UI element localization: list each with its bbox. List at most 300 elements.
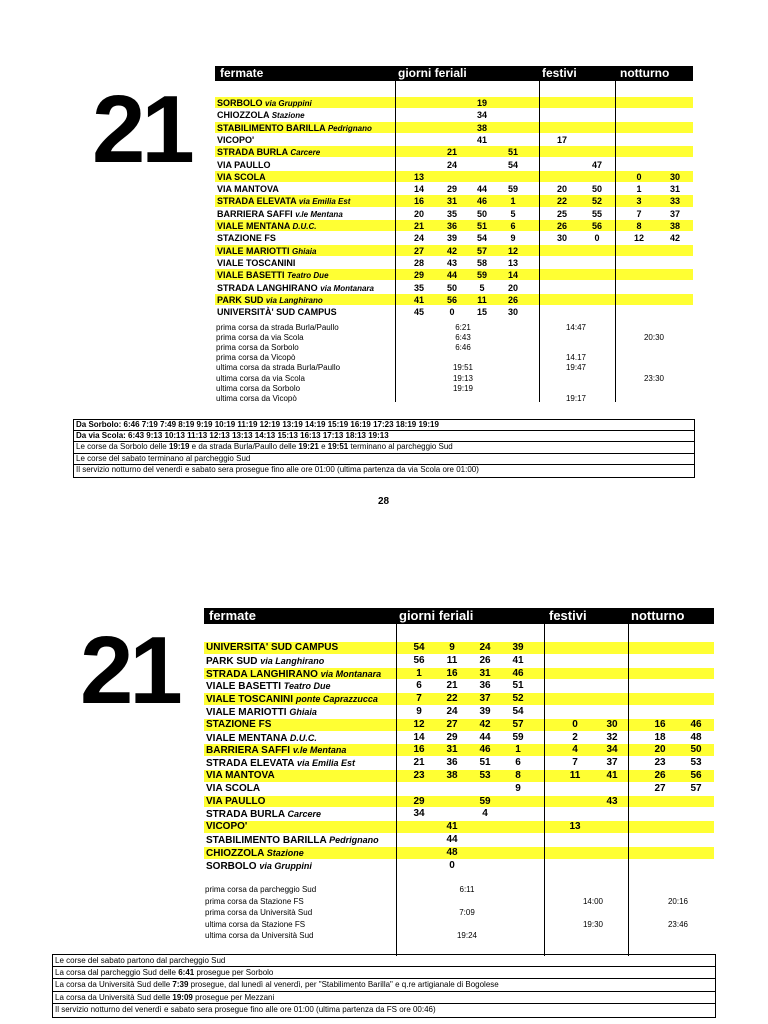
- time-cell: 11: [477, 294, 487, 305]
- time-cell: 59: [507, 184, 518, 195]
- time-cell: 34: [606, 744, 618, 756]
- time-cell: 6: [510, 221, 516, 231]
- time-cell: 42: [669, 233, 680, 244]
- time-cell: 34: [476, 110, 487, 121]
- line-number-bottom: 21: [80, 617, 179, 724]
- note-time: 19:47: [565, 363, 587, 373]
- time-cell: 42: [479, 718, 491, 730]
- stop-subtitle: v.le Mentana: [295, 209, 343, 219]
- stop-name-label: STRADA BURLA: [206, 809, 285, 821]
- time-cell: 54: [507, 159, 518, 170]
- stop-name: [206, 706, 317, 720]
- stop-name: [217, 171, 266, 183]
- time-cell: 1: [636, 184, 642, 195]
- time-cell: 56: [690, 770, 702, 781]
- time-cell: 27: [446, 718, 458, 730]
- row-highlight: [545, 642, 628, 654]
- time-cell: 51: [512, 680, 524, 692]
- row-highlight: [396, 122, 539, 133]
- row-highlight: [540, 245, 615, 256]
- line-number-top: 21: [92, 76, 191, 183]
- time-cell: 13: [507, 257, 518, 268]
- table-row: [215, 134, 693, 146]
- table-row: [215, 159, 693, 171]
- time-cell: 59: [479, 795, 491, 807]
- table-row: [204, 680, 714, 693]
- stop-name-label: VIALE BASETTI: [206, 681, 282, 693]
- row-highlight: [629, 821, 714, 833]
- stop-subtitle: via Gruppini: [259, 860, 312, 871]
- time-cell: 52: [512, 693, 524, 705]
- time-cell: 31: [446, 744, 458, 756]
- info-line: Da via Scola: 6:43 9:13 10:13 11:13 12:13 13:13 14:13 15:13 16:13 17:13 18:13 19:13: [74, 431, 694, 442]
- stop-subtitle: Carcere: [290, 148, 321, 158]
- time-cell: 57: [512, 718, 524, 730]
- time-cell: 45: [413, 307, 424, 318]
- stop-name-label: STRADA BURLA: [217, 147, 288, 158]
- stop-name-label: PARK SUD: [206, 655, 258, 667]
- table-row: [215, 294, 693, 306]
- time-cell: 56: [446, 294, 457, 305]
- stop-name: [217, 109, 305, 122]
- info-line: Le corse del sabato terminano al parcheggio Sud: [74, 454, 694, 465]
- time-cell: 16: [413, 196, 424, 207]
- time-cell: 36: [479, 680, 491, 692]
- time-cell: 8: [636, 221, 642, 231]
- header-weekday: giorni feriali: [398, 66, 467, 80]
- stop-name: [206, 796, 265, 809]
- time-cell: 54: [413, 642, 425, 653]
- time-cell: 4: [572, 744, 578, 756]
- time-cell: 1: [416, 667, 422, 679]
- stop-name-label: UNIVERSITÀ' SUD CAMPUS: [217, 307, 337, 318]
- stop-name: [217, 257, 295, 269]
- row-highlight: [545, 847, 628, 859]
- row-highlight: [396, 97, 539, 108]
- time-cell: 47: [591, 159, 602, 170]
- stop-subtitle: Ghiaia: [292, 246, 317, 256]
- stop-name-label: VIALE BASETTI: [217, 270, 285, 281]
- table-row: [215, 146, 693, 158]
- time-cell: 46: [476, 196, 487, 207]
- stop-subtitle: v.le Mentana: [292, 745, 347, 756]
- stop-name-label: VIALE TOSCANINI: [206, 694, 294, 706]
- time-cell: 12: [507, 245, 518, 256]
- stop-name: [217, 245, 316, 258]
- stop-name-label: SORBOLO: [217, 98, 263, 108]
- time-cell: 7: [636, 208, 642, 219]
- page-number: 28: [378, 496, 390, 507]
- time-cell: 19: [476, 98, 487, 108]
- time-cell: 7: [572, 757, 578, 769]
- time-cell: 21: [413, 221, 424, 231]
- note-label: ultima corsa da Sorbolo: [216, 383, 301, 393]
- time-cell: 44: [476, 184, 487, 195]
- stop-name-label: VIALE MENTANA: [217, 221, 290, 231]
- table-row: [204, 757, 714, 770]
- table-row: [204, 834, 714, 847]
- time-cell: 48: [690, 731, 702, 743]
- stop-name: [206, 834, 379, 848]
- time-cell: 38: [446, 770, 458, 781]
- time-cell: 24: [413, 233, 424, 244]
- time-cell: 39: [512, 642, 524, 653]
- stop-name-label: VIA SCOLA: [206, 782, 261, 794]
- stop-subtitle: Pedrignano: [329, 835, 379, 845]
- time-cell: 14: [413, 184, 424, 195]
- info-line: Il servizio notturno del venerdì e sabato sera prosegue fino alle ore 01:00 (ultima partenza da via Scola ore 01:00): [76, 464, 479, 474]
- time-cell: 46: [512, 667, 524, 679]
- table-row: [215, 109, 693, 121]
- row-highlight: [616, 146, 693, 157]
- time-cell: 17: [556, 134, 567, 145]
- time-cell: 59: [512, 731, 524, 743]
- note-time: 19:17: [565, 393, 587, 403]
- stop-name-label: STRADA LANGHIRANO: [217, 282, 318, 293]
- time-cell: 11: [446, 654, 458, 666]
- time-cell: 9: [510, 233, 516, 244]
- stop-name: [217, 183, 279, 195]
- row-highlight: [629, 847, 714, 859]
- time-cell: 5: [479, 282, 485, 293]
- stop-name: [206, 744, 346, 758]
- time-cell: 43: [446, 257, 457, 268]
- time-cell: 12: [413, 718, 425, 730]
- stop-name: [206, 821, 247, 834]
- stop-name-label: PARK SUD: [217, 294, 264, 305]
- stop-name: [206, 642, 338, 655]
- table-row: [215, 183, 693, 195]
- stop-name: [217, 306, 337, 318]
- time-cell: 9: [449, 642, 455, 653]
- info-line: Da Sorbolo: 6:46 7:19 7:49 8:19 9:19 10:19 11:19 12:19 13:19 14:19 15:19 16:19 17:23 18:19 19:19: [74, 420, 694, 431]
- time-cell: 8: [515, 770, 521, 781]
- table-row: [204, 847, 714, 860]
- stop-name-label: CHIOZZOLA: [217, 110, 270, 121]
- table-row: [204, 668, 714, 681]
- time-cell: 46: [690, 718, 702, 730]
- stop-name: [206, 655, 324, 669]
- time-cell: 31: [479, 667, 491, 679]
- table-row: [204, 732, 714, 745]
- time-cell: 6: [416, 680, 422, 692]
- time-cell: 0: [449, 859, 455, 871]
- table-row: [215, 257, 693, 269]
- table-row: [204, 808, 714, 821]
- time-cell: 50: [446, 282, 457, 293]
- row-highlight: [397, 821, 544, 833]
- time-cell: 29: [446, 184, 457, 195]
- row-highlight: [545, 693, 628, 705]
- time-cell: 26: [654, 770, 666, 781]
- time-cell: 57: [476, 245, 487, 256]
- stop-name: [206, 757, 355, 771]
- note-label: ultima corsa da strada Burla/Paullo: [216, 363, 341, 373]
- time-cell: 38: [476, 122, 487, 133]
- table-row: [215, 97, 693, 109]
- stop-name-label: BARRIERA SAFFI: [206, 745, 291, 757]
- row-highlight: [540, 97, 615, 108]
- time-cell: 1: [515, 744, 521, 756]
- stop-name: [217, 122, 372, 135]
- note-label: prima corsa da via Scola: [216, 333, 304, 343]
- row-highlight: [629, 693, 714, 705]
- stop-name: [217, 208, 343, 221]
- row-highlight: [540, 171, 615, 182]
- time-cell: 35: [446, 208, 457, 219]
- row-highlight: [629, 642, 714, 654]
- table-row: [204, 744, 714, 757]
- stop-name: [206, 783, 260, 796]
- time-cell: 31: [669, 184, 680, 195]
- time-cell: 51: [476, 221, 487, 231]
- time-cell: 36: [446, 757, 458, 769]
- time-cell: 41: [512, 654, 524, 666]
- stop-name-label: VIA PAULLO: [206, 795, 266, 807]
- row-highlight: [616, 245, 693, 256]
- time-cell: 57: [690, 782, 702, 794]
- table-row: [204, 783, 714, 796]
- time-cell: 30: [669, 171, 680, 182]
- note-time: 6:43: [455, 333, 471, 343]
- stop-subtitle: via Emilia Est: [296, 758, 355, 769]
- table-row: [215, 245, 693, 257]
- stop-subtitle: via Emilia Est: [298, 197, 351, 207]
- table-row: [215, 306, 693, 318]
- note-label: ultima corsa da Vicopò: [216, 393, 297, 403]
- stop-name: [206, 693, 378, 707]
- info-box-top: [73, 419, 695, 478]
- time-cell: 26: [556, 221, 567, 231]
- time-cell: 7: [416, 693, 422, 705]
- stop-name: [206, 770, 275, 783]
- header-holiday: festivi: [542, 66, 577, 80]
- stop-name: [206, 719, 271, 732]
- time-cell: 22: [446, 693, 458, 705]
- time-cell: 54: [476, 233, 487, 244]
- stop-name: [217, 195, 350, 208]
- time-cell: 51: [479, 757, 491, 769]
- time-cell: 14: [413, 731, 425, 743]
- table-row: [215, 220, 693, 232]
- info-line: Le corse del sabato partono dal parcheggio Sud: [53, 955, 715, 967]
- row-highlight: [616, 122, 693, 133]
- note-time: 14.17: [565, 353, 587, 363]
- stop-name: [217, 134, 254, 146]
- stop-name: [217, 97, 312, 110]
- note-label: ultima corsa da via Scola: [216, 373, 305, 383]
- row-highlight: [540, 122, 615, 133]
- info-line: La corsa da Università Sud delle 19:09 prosegue per Mezzani: [53, 992, 715, 1004]
- info-line: Il servizio notturno del venerdì e sabato sera prosegue fino alle ore 01:00 (ultima partenza da FS ore 00:46): [55, 1004, 436, 1014]
- time-cell: 39: [446, 233, 457, 244]
- info-line: Le corse da Sorbolo delle 19:19 e da strada Burla/Paullo delle 19:21 e 19:51 terminano al parcheggio Sud: [74, 442, 694, 453]
- table-row: [204, 796, 714, 809]
- stop-subtitle: ponte Caprazzucca: [295, 694, 378, 705]
- stop-name-label: STABILIMENTO BARILLA: [206, 835, 327, 846]
- time-cell: 44: [479, 731, 491, 743]
- table-row: [215, 208, 693, 220]
- stop-subtitle: Teatro Due: [283, 681, 331, 692]
- note-time: 6:21: [455, 323, 471, 332]
- stop-subtitle: via Montanara: [320, 283, 374, 293]
- note-time: 23:30: [643, 373, 665, 383]
- time-cell: 3: [636, 196, 642, 207]
- stop-name-label: VIALE TOSCANINI: [217, 257, 296, 268]
- time-cell: 2: [572, 731, 578, 743]
- row-highlight: [397, 847, 544, 859]
- header-bar-bottom: [204, 608, 714, 624]
- stop-name: [206, 732, 317, 746]
- row-highlight: [616, 97, 693, 108]
- time-cell: 25: [556, 208, 567, 219]
- time-cell: 29: [413, 795, 425, 807]
- time-cell: 37: [479, 693, 491, 705]
- stop-name-label: STAZIONE FS: [206, 718, 272, 730]
- time-cell: 0: [636, 171, 642, 182]
- row-highlight: [540, 269, 615, 280]
- time-cell: 18: [654, 731, 666, 743]
- time-cell: 36: [446, 221, 457, 231]
- time-cell: 16: [446, 667, 458, 679]
- stop-name-label: VIALE MENTANA: [206, 732, 288, 744]
- stop-name-label: UNIVERSITA' SUD CAMPUS: [206, 642, 339, 653]
- note-label: prima corsa da Vicopò: [216, 353, 296, 363]
- table-row: [204, 655, 714, 668]
- note-time: 7:09: [459, 908, 475, 918]
- time-cell: 41: [606, 770, 618, 781]
- time-cell: 54: [512, 706, 524, 717]
- time-cell: 1: [510, 196, 516, 207]
- time-cell: 30: [606, 718, 618, 730]
- stop-name: [217, 159, 271, 171]
- stop-name-label: STABILIMENTO BARILLA: [217, 122, 326, 133]
- time-cell: 32: [606, 731, 618, 743]
- time-cell: 28: [413, 257, 424, 268]
- stop-subtitle: via Langhirano: [260, 655, 325, 666]
- time-cell: 41: [476, 134, 487, 145]
- time-cell: 44: [446, 834, 458, 845]
- stop-name-label: VIA PAULLO: [217, 159, 271, 170]
- time-cell: 52: [591, 196, 602, 207]
- time-cell: 42: [446, 245, 457, 256]
- row-highlight: [629, 796, 714, 808]
- time-cell: 23: [413, 770, 425, 781]
- stop-subtitle: via Montanara: [320, 668, 382, 679]
- stop-name-label: STRADA ELEVATA: [206, 758, 295, 770]
- row-highlight: [540, 146, 615, 157]
- stop-subtitle: D.U.C.: [292, 222, 317, 231]
- table-row: [204, 821, 714, 834]
- stop-name-label: STRADA ELEVATA: [217, 196, 297, 207]
- time-cell: 14: [507, 270, 518, 281]
- table-row: [204, 693, 714, 706]
- table-row: [215, 122, 693, 134]
- stop-name: [206, 808, 321, 822]
- time-cell: 20: [413, 208, 424, 219]
- time-cell: 58: [476, 257, 487, 268]
- info-line: La corsa da Università Sud delle 7:39 prosegue, dal lunedì al venerdì, per "Stabilimento Barilla" e q.re artigianale di Bogolese: [53, 979, 715, 991]
- time-cell: 4: [482, 808, 488, 820]
- time-cell: 31: [446, 196, 457, 207]
- time-cell: 46: [479, 744, 491, 756]
- time-cell: 27: [654, 782, 666, 794]
- note-time: 23:46: [667, 919, 689, 929]
- time-cell: 53: [690, 757, 702, 769]
- stop-name: [206, 847, 304, 861]
- stop-name-label: VIA MANTOVA: [217, 184, 279, 195]
- time-cell: 23: [654, 757, 666, 769]
- time-cell: 0: [572, 718, 578, 730]
- header-bar-top: [215, 66, 693, 81]
- stop-subtitle: via Langhirano: [265, 295, 323, 305]
- note-time: 6:11: [459, 885, 475, 894]
- note-label: prima corsa da parcheggio Sud: [205, 885, 317, 894]
- stop-subtitle: Teatro Due: [287, 271, 329, 281]
- stop-name: [217, 269, 329, 282]
- time-cell: 38: [669, 221, 680, 231]
- time-cell: 15: [476, 307, 487, 318]
- time-cell: 34: [413, 808, 425, 820]
- stop-subtitle: Stazione: [271, 111, 305, 121]
- time-cell: 56: [413, 654, 425, 666]
- time-cell: 44: [446, 270, 457, 281]
- table-row: [215, 232, 693, 244]
- table-row: [215, 171, 693, 183]
- stop-name-label: SORBOLO: [206, 860, 257, 872]
- time-cell: 35: [413, 282, 424, 293]
- table-row: [204, 770, 714, 783]
- table-row: [204, 706, 714, 719]
- time-cell: 21: [413, 757, 425, 769]
- header-stops: fermate: [220, 66, 264, 80]
- time-cell: 24: [446, 706, 458, 717]
- time-cell: 20: [654, 744, 666, 756]
- header-holiday: festivi: [549, 608, 587, 623]
- note-label: prima corsa da Sorbolo: [216, 343, 299, 353]
- time-cell: 43: [606, 795, 618, 807]
- stop-name-label: VIA SCOLA: [217, 171, 266, 182]
- header-night: notturno: [631, 608, 685, 623]
- time-cell: 30: [556, 233, 567, 244]
- stop-name: [206, 680, 330, 694]
- time-cell: 48: [446, 846, 458, 858]
- time-cell: 21: [446, 147, 457, 158]
- time-cell: 50: [476, 208, 487, 219]
- time-cell: 6: [515, 757, 521, 769]
- time-cell: 30: [507, 307, 518, 318]
- stop-name-label: STRADA LANGHIRANO: [206, 668, 318, 680]
- time-cell: 55: [591, 208, 602, 219]
- time-cell: 50: [591, 184, 602, 195]
- note-label: prima corsa da Università Sud: [205, 908, 313, 918]
- time-cell: 53: [479, 770, 491, 781]
- time-cell: 51: [507, 147, 518, 158]
- table-row: [204, 860, 714, 873]
- time-cell: 26: [479, 654, 491, 666]
- table-row: [215, 269, 693, 281]
- note-label: ultima corsa da Università Sud: [205, 931, 314, 941]
- note-time: 19:51: [452, 363, 474, 373]
- row-highlight: [616, 294, 693, 305]
- time-cell: 9: [416, 706, 422, 717]
- time-cell: 56: [591, 221, 602, 231]
- header-weekday: giorni feriali: [399, 608, 474, 623]
- stop-name-label: VIALE MARIOTTI: [206, 707, 287, 718]
- table-row: [204, 719, 714, 732]
- header-night: notturno: [620, 66, 670, 80]
- stop-subtitle: via Gruppini: [265, 99, 312, 108]
